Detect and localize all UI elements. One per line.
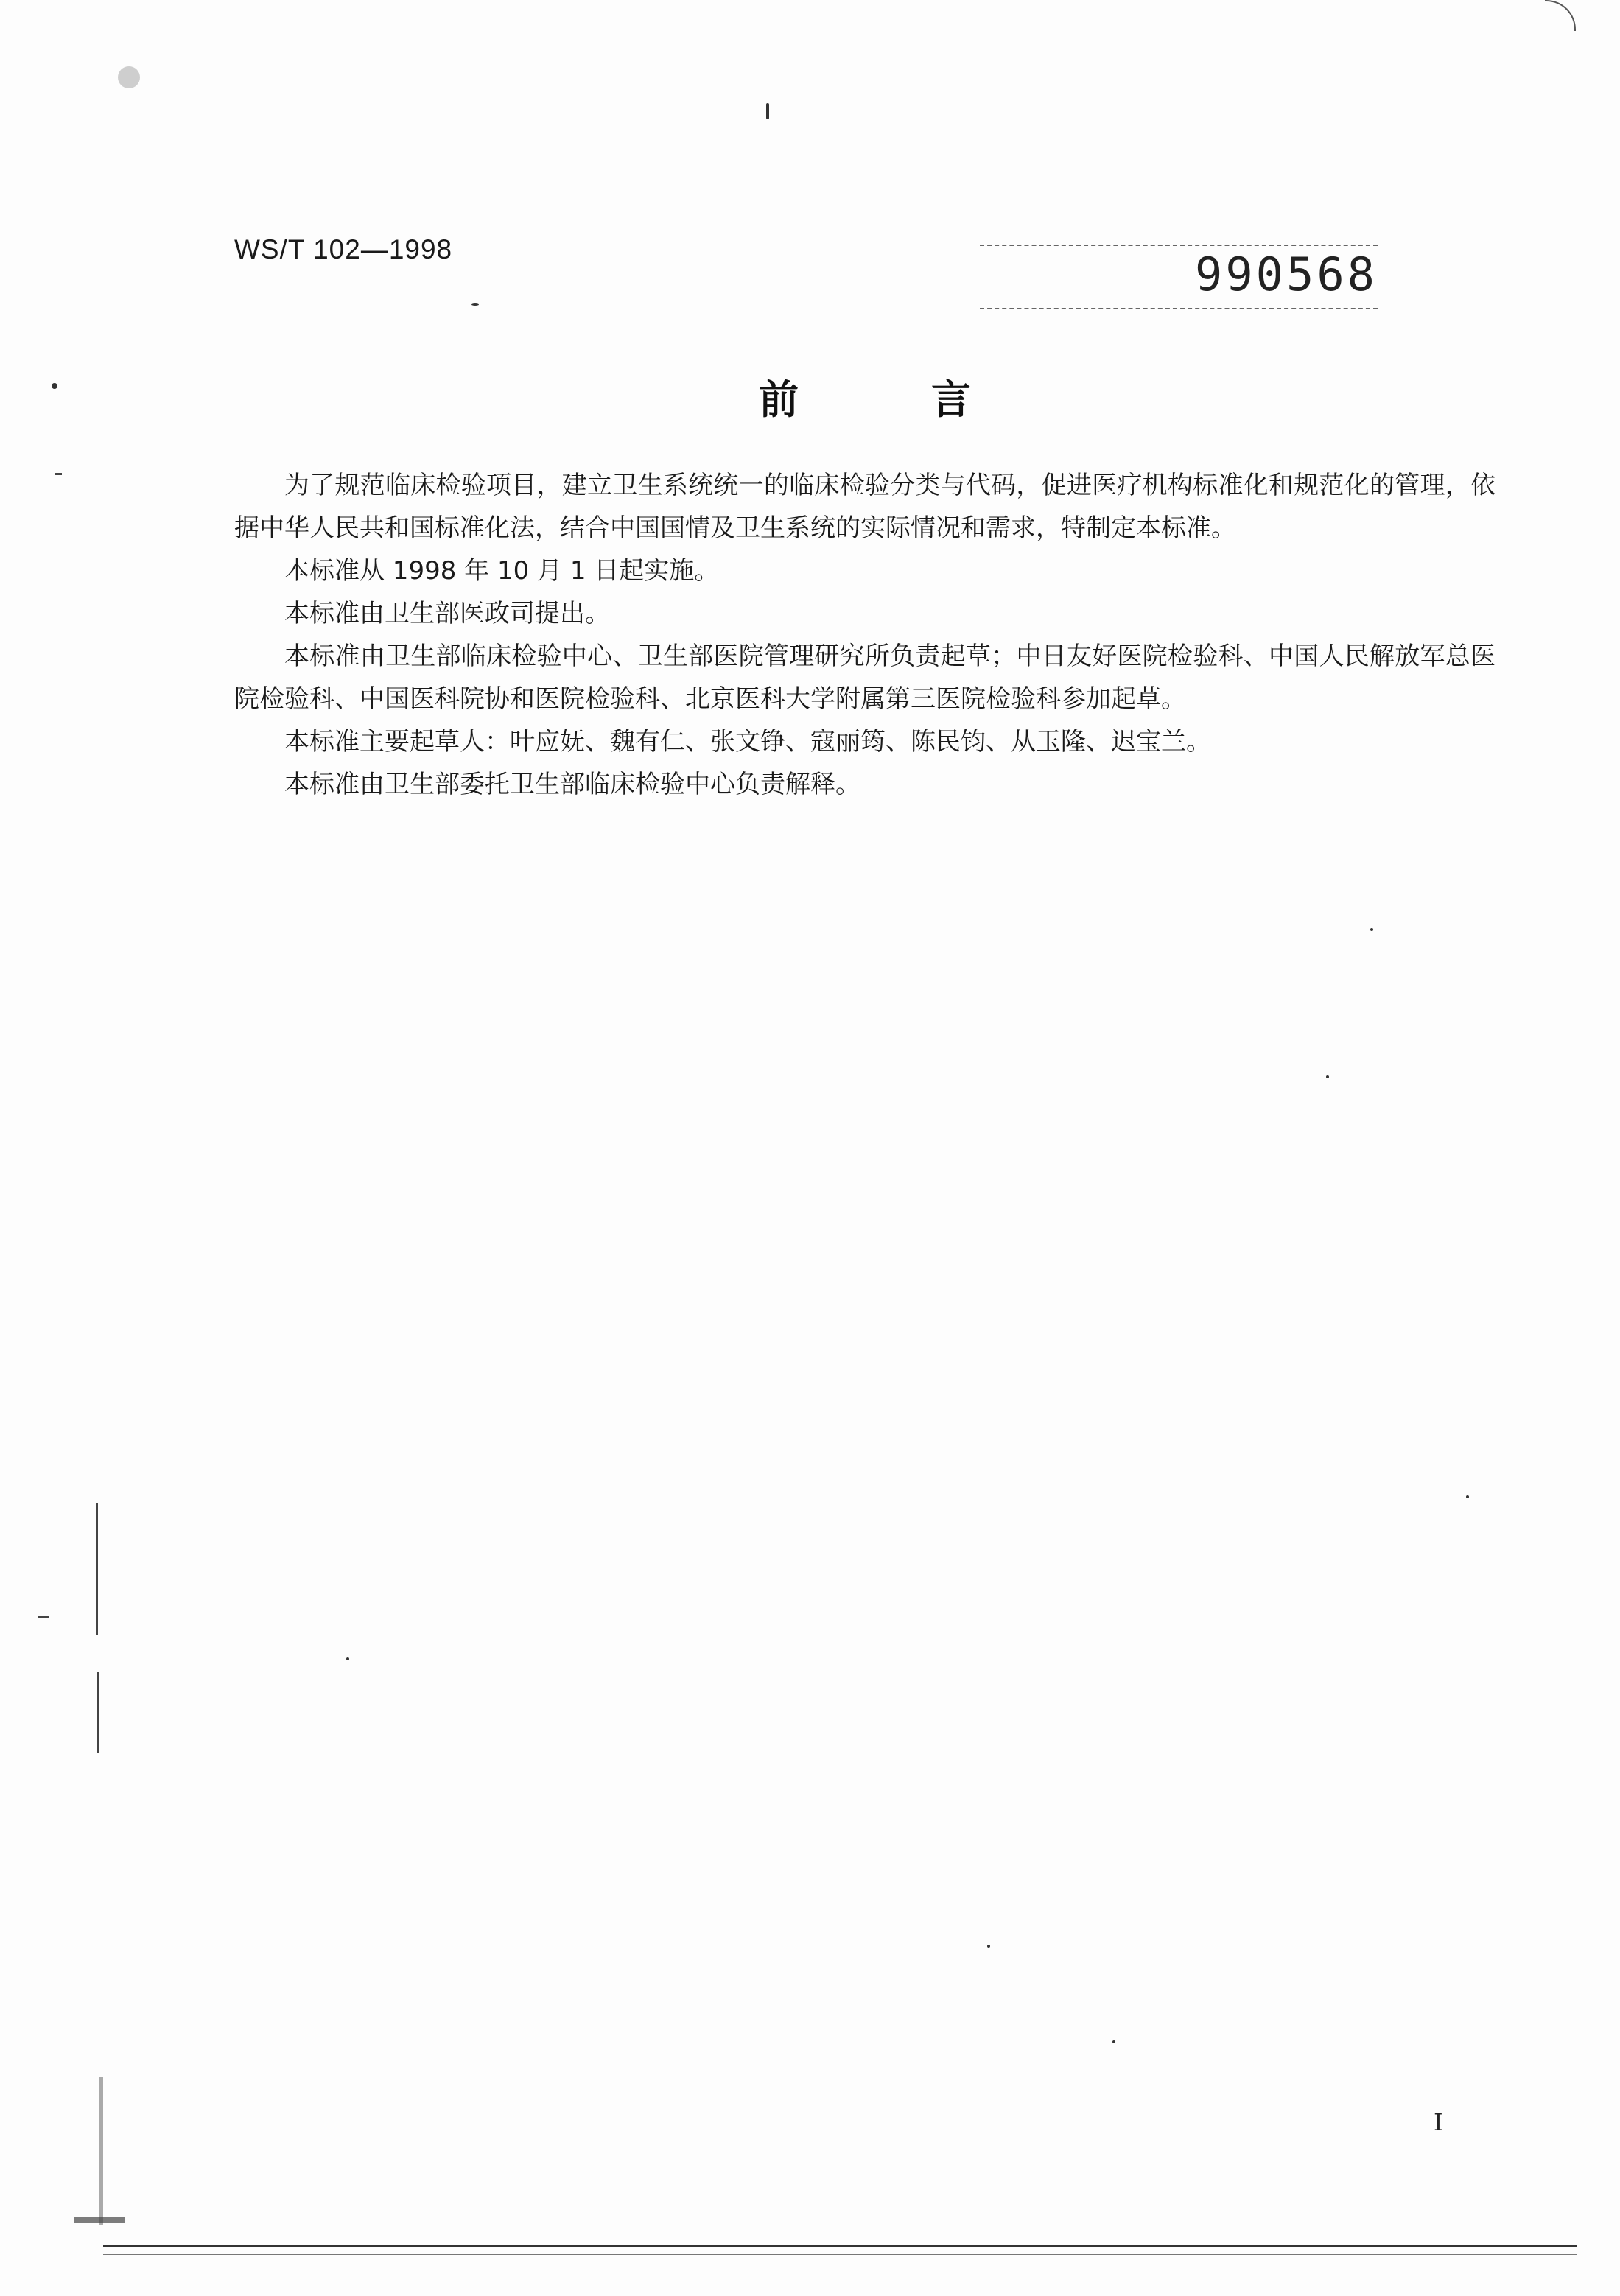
page-corner-edge xyxy=(1545,0,1576,31)
margin-mark xyxy=(97,1672,99,1753)
bottom-rule-thin xyxy=(103,2254,1577,2255)
scan-speck xyxy=(987,1945,990,1948)
paragraph: 本标准从 1998 年 10 月 1 日起实施。 xyxy=(284,556,720,586)
margin-mark xyxy=(96,1503,98,1635)
scan-speck xyxy=(1326,1075,1329,1078)
margin-mark xyxy=(99,2077,103,2225)
stamp-dashed-line xyxy=(980,308,1378,309)
paragraph: 本标准由卫生部委托卫生部临床检验中心负责解释。 xyxy=(284,770,860,799)
stamp-number: 990568 xyxy=(1195,247,1378,301)
scan-speck xyxy=(1466,1495,1469,1498)
scan-speck xyxy=(471,303,479,306)
standard-code: WS/T 102—1998 xyxy=(234,234,453,264)
paragraph: 本标准由卫生部临床检验中心、卫生部医院管理研究所负责起草；中日友好医院检验科、中国人民解放军总医院检验科、中国医科院协和医院检验科、北京医科大学附属第三医院检验科参加起草。 xyxy=(234,642,1495,714)
scan-speck xyxy=(346,1657,349,1660)
page-heading: 前言 xyxy=(759,376,1104,423)
paragraph: 本标准由卫生部医政司提出。 xyxy=(284,599,610,628)
page-number: I xyxy=(1434,2108,1443,2136)
paragraph: 为了规范临床检验项目，建立卫生系统统一的临床检验分类与代码，促进医疗机构标准化和规范化的管理，依据中华人民共和国标准化法，结合中国国情及卫生系统的实际情况和需求，特制定本标准。 xyxy=(234,471,1495,543)
scan-speck xyxy=(1370,928,1373,931)
scan-speck xyxy=(1112,2040,1115,2043)
margin-mark xyxy=(74,2217,125,2223)
paragraph: 本标准主要起草人：叶应妩、魏有仁、张文铮、寇丽筠、陈民钧、从玉隆、迟宝兰。 xyxy=(284,727,1211,756)
margin-mark xyxy=(55,473,62,475)
foreword-body xyxy=(234,464,1495,806)
margin-mark xyxy=(118,66,140,88)
scan-speck xyxy=(766,103,769,119)
bottom-rule xyxy=(103,2245,1577,2247)
stamp-dashed-line xyxy=(980,245,1378,246)
margin-mark xyxy=(38,1616,49,1618)
archive-stamp xyxy=(980,212,1392,315)
scan-speck xyxy=(52,383,57,389)
